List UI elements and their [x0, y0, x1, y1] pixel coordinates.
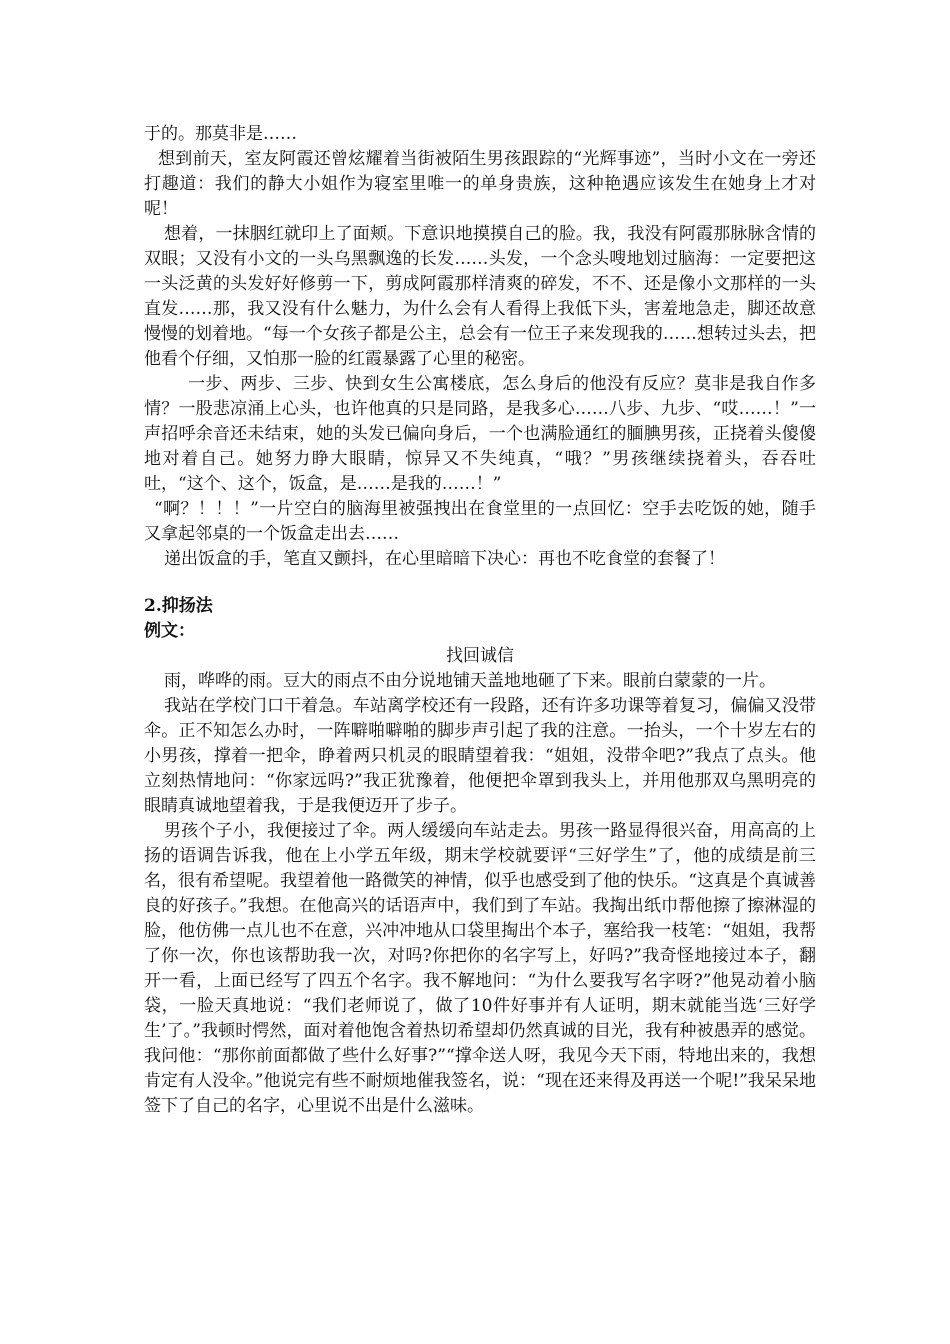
paragraph: “啊？！！！”一片空白的脑海里被强拽出在食堂里的一点回忆：空手去吃饭的她，随手又拿起邻桌的一个饭盒走出去…… — [144, 499, 816, 544]
essay-title: 找回诚信 — [446, 646, 514, 666]
paragraph: 于的。那莫非是…… — [144, 124, 297, 144]
paragraph: 男孩个子小，我便接过了伞。两人缓缓向车站走去。男孩一路显得很兴奋，用高高的上扬的语调告诉我，他在上小学五年级，期末学校就要评“三好学生”了，他的成绩是前三名，很有希望呢。我望着他一路微笑的神情，似乎也感受到了他的快乐。“这真是个真诚善良的好孩子。”我想。在他高兴的话语声中，我们到了车站。我掏出纸巾帮他擦了擦淋湿的脸，他仿佛一点儿也不在意，兴冲冲地从口袋里掏出个本子，塞给我一枝笔：“姐姐，我帮了你一次，你也该帮助我一次，对吗?你把你的名字写上，好吗?”我奇怪地接过本子，翻开一看，上面已经写了四五个名字。我不解地问：“为什么要我写名字呀?”他晃动着小脑袋，一脸天真地说：“我们老师说了，做了10件好事并有人证明，期末就能当选‘三好学生’了。”我顿时愕然，面对着他饱含着热切希望却仍然真诚的目光，我有种被愚弄的感觉。我问他：“那你前面都做了些什么好事?”“撑伞送人呀，我见今天下雨，特地出来的，我想肯定有人没伞。”他说完有些不耐烦地催我签名，说：“现在还来得及再送一个呢!”我呆呆地签下了自己的名字，心里说不出是什么滋味。 — [144, 821, 816, 1116]
paragraph: 想着，一抹胭红就印上了面颊。下意识地摸摸自己的脸。我，我没有阿霞那脉脉含情的双眼；又没有小文的一头乌黑飘逸的长发……头发，一个念头嗖地划过脑海：一定要把这一头泛黄的头发好好修剪一下，剪成阿霞那样清爽的碎发，不不、还是像小文那样的一头直发……那，我又没有什么魅力，为什么会有人看得上我低下头，害羞地急走，脚还故意慢慢的划着地。“每一个女孩子都是公主，总会有一位王子来发现我的……想转过头去，把他看个仔细，又怕那一脸的红霞暴露了心里的秘密。 — [144, 224, 816, 369]
section-heading: 2.抑扬法 — [144, 596, 213, 616]
paragraph: 递出饭盒的手，笔直又颤抖，在心里暗暗下决心：再也不吃食堂的套餐了！ — [164, 549, 725, 569]
section-gap — [144, 572, 816, 594]
paragraph: 我站在学校门口干着急。车站离学校还有一段路，还有许多功课等着复习，偏偏又没带伞。正不知怎么办时，一阵噼啪噼啪的脚步声引起了我的注意。一抬头，一个十岁左右的小男孩，撑着一把伞，睁着两只机灵的眼睛望着我：“姐姐，没带伞吧?”我点了点头。他立刻热情地问：“你家远吗?”我正犹豫着，他便把伞罩到我头上，并用他那双乌黑明亮的眼睛真诚地望着我，于是我便迈开了步子。 — [144, 696, 816, 816]
paragraph: 一步、两步、三步、快到女生公寓楼底，怎么身后的他没有反应？莫非是我自作多情？一股悲凉涌上心头，也许他真的只是同路，是我多心……八步、九步、“哎……！”一声招呼余音还未结束，她的头发已偏向身后，一个也满脸通红的腼腆男孩，正挠着头傻傻地对着自己。她努力睁大眼睛，惊异又不失纯真，“哦？”男孩继续挠着头，吞吞吐吐，“这个、这个，饭盒，是……是我的……！” — [144, 374, 816, 494]
paragraph: 雨，哗哗的雨。豆大的雨点不由分说地铺天盖地地砸了下来。眼前白蒙蒙的一片。 — [164, 671, 776, 691]
document-body — [144, 122, 816, 1119]
example-label: 例文： — [144, 621, 195, 641]
paragraph: 想到前天，室友阿霞还曾炫耀着当街被陌生男孩跟踪的“光辉事迹”，当时小文在一旁还打趣道：我们的静大小姐作为寝室里唯一的单身贵族，这种艳遇应该发生在她身上才对呢！ — [144, 149, 816, 219]
